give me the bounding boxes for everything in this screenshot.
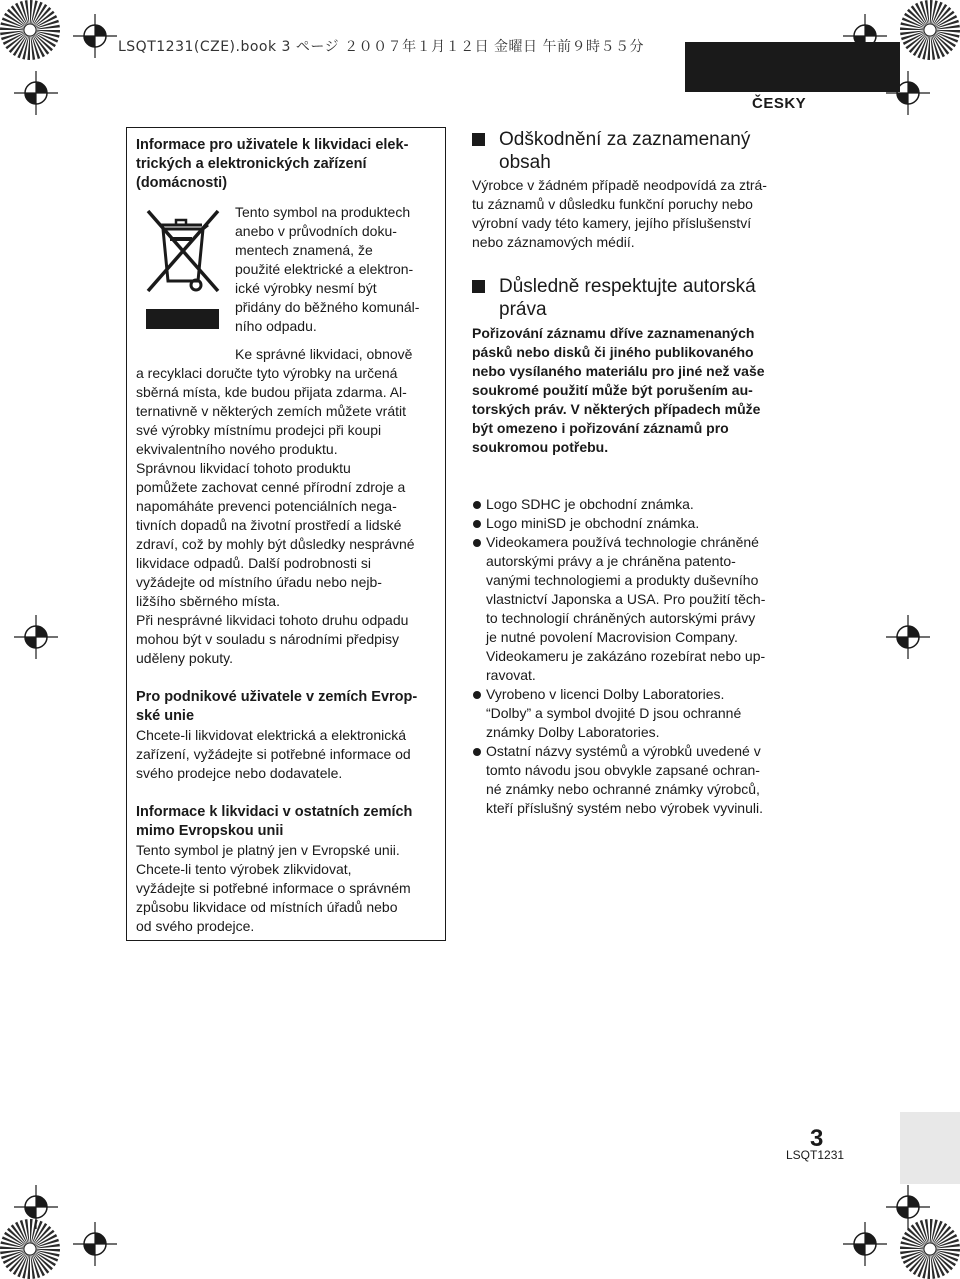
- registration-mark-icon: [14, 71, 58, 115]
- radial-corner-mark-icon: [0, 0, 60, 60]
- registration-mark-icon: [843, 14, 887, 58]
- list-item: Vyrobeno v licenci Dolby Laboratories. “Dolby” a symbol dvojité D jsou ochranné známky Dolby Laboratories.: [472, 685, 802, 742]
- registration-mark-icon: [73, 1222, 117, 1266]
- square-bullet-icon: [472, 280, 485, 293]
- list-item: Logo miniSD je obchodní známka.: [472, 514, 802, 533]
- list-item: Logo SDHC je obchodní známka.: [472, 495, 802, 514]
- registration-mark-icon: [14, 615, 58, 659]
- section-heading-copyright: Důsledně respektujte autorská práva: [472, 275, 802, 321]
- recycling-paragraph: Ke správné likvidaci, obnově a recyklaci doručte tyto výrobky na určená sběrná místa, kde budou přijata zdarma. Al- ternativně v některých zemích můžete vrátit své výrobky místnímu prodejci při koupi ekvivalentního nového produktu.: [136, 346, 413, 457]
- environment-paragraph: Správnou likvidací tohoto produktu pomůžete zachovat cenné přírodní zdroje a napomáháte prevenci potenciálních nega- tivních dopadů na životní prostředí a lidské zdraví, což by mohly být důsledky nesprávné likvidace odpadů. Další podrobnosti si vyžádejte od místního úřadu nebo nejb- ližšího sběrného místa.: [136, 460, 415, 609]
- weee-symbol-text: Tento symbol na produktech anebo v průvodních doku- mentech znamená, že použité elektrické a elektron- ické výrobky nesmí být přidány do běžného komunál- ního odpadu.: [235, 204, 420, 334]
- model-code: LSQT1231: [786, 1148, 845, 1162]
- fines-paragraph: Při nesprávné likvidaci tohoto druhu odpadu mohou být v souladu s národními předpisy uděleny pokuty.: [136, 612, 409, 666]
- crossed-out-wheelie-bin-icon: [140, 203, 226, 299]
- registration-mark-icon: [886, 1185, 930, 1229]
- registration-mark-icon: [843, 1222, 887, 1266]
- trademark-notes-list: [472, 495, 802, 818]
- section-heading-compensation: Odškodnění za zaznamenaný obsah: [472, 128, 802, 174]
- list-item: Ostatní názvy systémů a výrobků uvedené v tomto návodu jsou obvykle zapsané ochran- né známky nebo ochranné známky výrobců, kteří příslušný systém nebo výrobek vyvinuli.: [472, 742, 802, 818]
- page-edge-tab: [900, 1112, 960, 1184]
- registration-mark-icon: [886, 71, 930, 115]
- compensation-text: Výrobce v žádném případě neodpovídá za ztrá- tu záznamů v důsledku funkční poruchy nebo výrobní vady této kamery, jejího příslušenství nebo záznamových médií.: [472, 177, 767, 250]
- square-bullet-icon: [472, 133, 485, 146]
- copyright-text: Pořizování záznamu dříve zaznamenaných pásků nebo disků či jiného publikovaného nebo vysílaného materiálu pro jiné než vaše soukromé použití může být porušením au- torských práv. V některých případech může být omezeno i pořizování záznamů pro soukromou potřebu.: [472, 325, 765, 455]
- right-column: [472, 128, 802, 818]
- weee-black-bar: [146, 309, 219, 329]
- page-number: 3: [810, 1125, 824, 1152]
- registration-mark-icon: [14, 1185, 58, 1229]
- business-users-text: Chcete-li likvidovat elektrická a elektronická zařízení, vyžádejte si potřebné informace od svého prodejce nebo dodavatele.: [136, 727, 411, 781]
- disposal-title: Informace pro uživatele k likvidaci elek- trických a elektronických zařízení (domácnosti): [136, 137, 409, 191]
- non-eu-text: Tento symbol je platný jen v Evropské unii. Chcete-li tento výrobek zlikvidovat, vyžádejte si potřebné informace o správném způsobu likvidace od místních úřadů nebo od svého prodejce.: [136, 842, 411, 934]
- business-users-heading: Pro podnikové uživatele v zemích Evrop- ské unie: [136, 689, 418, 724]
- registration-mark-icon: [73, 14, 117, 58]
- radial-corner-mark-icon: [900, 0, 960, 60]
- print-header-line: LSQT1231(CZE).book 3 ページ ２００７年１月１２日 金曜日 午前９時５５分: [118, 39, 644, 55]
- disposal-info-box: [126, 127, 446, 941]
- registration-mark-icon: [886, 615, 930, 659]
- list-item: Videokamera používá technologie chráněné autorskými právy a je chráněna patento- vanými technologiemi a produkty duševního vlastnictví Japonska a USA. Pro použití těch- to technologií chráněných autorskými právy je nutné povolení Macrovision Company. Videokameru je zakázáno rozebírat nebo up- ravovat.: [472, 533, 802, 685]
- weee-symbol-row: [136, 203, 436, 345]
- non-eu-heading: Informace k likvidaci v ostatních zemích mimo Evropskou unii: [136, 804, 413, 839]
- language-label: ČESKY: [752, 95, 807, 112]
